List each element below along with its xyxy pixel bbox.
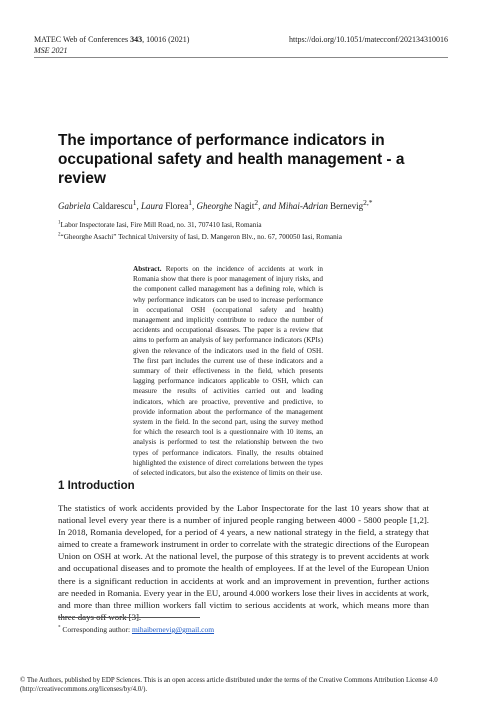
abstract bbox=[133, 264, 323, 478]
running-header-left bbox=[34, 34, 189, 56]
author-1: Gabriela Caldarescu$^1$ bbox=[58, 198, 137, 211]
paper-title: The importance of performance indicators in occupational safety and health management - a review bbox=[58, 132, 405, 187]
footnote-rule bbox=[58, 617, 200, 618]
abstract-label: Abstract. bbox=[133, 265, 162, 273]
introduction-paragraph: The statistics of work accidents provided by the Labor Inspectorate for the last 10 years show that at national level every year there is a number of injured people ranging between 4000 - 5800 people [1,2]. In 2018, Romania developed, for a period of 4 years, a new national strategy in the field, a strategy that aimed to create a framework instrument in order to correlate with the strategic directions of the European Union on OSH at work. At the national level, the purpose of this strategy is to prevent accidents at work and occupational diseases and to promote the health of employees. If at the level of the European Union there is a significant reduction in accidents at work and an improvement in prevention, further actions are needed in Romania. Every year in the EU, around 4.000 workers lose their lives in accidents at work, and more than three million workers fall victim to serious accidents at work, which means more than three days off work [3]. bbox=[58, 503, 429, 622]
header-rule bbox=[34, 57, 448, 58]
abstract-text: Reports on the incidence of accidents at work in Romania show that there is poor management of injury risks, and the component called management has a defining role, which is why performance indicators can be used to increase performance in occupational OSH (occupational safety and health) management and implicitly contribute to reduce the number of accidents and occupational diseases. The paper is a review that aims to perform an analysis of key performance indicators (KPIs) given the relevance of the indicators used in the field of OSH. The first part includes the current use of these indicators and a summary of their effectiveness in the field, which presents lagging performance indicators applicable to OSH, which can measure the results of activities carried out and leading indicators, which are proactive, preventive and predictive, to provide information about the performance of the management system in the field. In the second part, using the survey method for which the research tool is a questionnaire with 10 items, an analysis is performed to test the relationship between the two types of performance indicators. Finally, the results obtained highlighted the existence of direct correlations between the types of selected indicators, but also the existence of limits on their use. bbox=[133, 265, 324, 478]
section-heading-introduction: 1 Introduction bbox=[58, 480, 135, 492]
author-list: Gabriela Caldarescu$^1$, Laura Florea$^1$, Gheorghe Nagit$^2$, and Mihai-Adrian Bernevig$^{2,*}$ bbox=[58, 198, 373, 211]
corresponding-author-footnote: * Corresponding author: mihaibernevig@gmail.com bbox=[58, 625, 215, 634]
author-4: Mihai-Adrian Bernevig$^{2,*}$ bbox=[278, 198, 373, 211]
affiliation-1: $^1$Labor Inspectorate Iasi, Fire Mill Road, no. 31, 707410 Iasi, Romania bbox=[58, 220, 262, 229]
affiliation-2: $^2$“Gheorghe Asachi” Technical University of Iasi, D. Mangeron Blv., no. 67, 700050 Iasi, Romania bbox=[58, 232, 342, 241]
license-notice: © The Authors, published by EDP Sciences. This is an open access article distributed under the terms of the Creative Commons Attribution License 4.0 (http://creativecommons.org/licenses/by/4.0/). bbox=[20, 677, 438, 694]
journal-citation: MATEC Web of Conferences 343, 10016 (2021) bbox=[34, 35, 190, 44]
author-email-link[interactable]: mihaibernevig@gmail.com bbox=[131, 625, 215, 634]
doi-link[interactable]: https://doi.org/10.1051/matecconf/202134310016 bbox=[289, 35, 448, 44]
volume-number: 343 bbox=[130, 35, 143, 44]
author-3: Gheorghe Nagit$^2$ bbox=[196, 198, 259, 211]
event-name: MSE 2021 bbox=[34, 46, 68, 55]
author-2: Laura Florea$^1$ bbox=[140, 198, 192, 211]
